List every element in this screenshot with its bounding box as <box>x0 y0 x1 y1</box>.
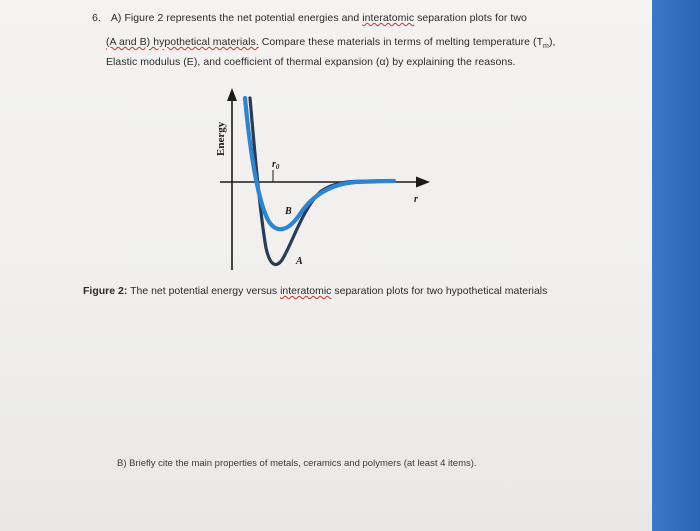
potential-energy-figure <box>196 84 444 274</box>
question-line-1-end: separation plots for two <box>414 12 527 24</box>
question-line-1 <box>92 12 527 24</box>
question-line-2-close: ), <box>548 36 556 48</box>
caption-label: Figure 2: <box>83 285 128 297</box>
figure-caption <box>83 285 547 297</box>
screen-edge <box>652 0 700 531</box>
curve-b-label: B <box>285 206 292 217</box>
caption-text-after: separation plots for two hypothetical materials <box>331 285 548 297</box>
spellcheck-phrase: (A and B) hypothetical materials. <box>106 36 259 48</box>
r0-label-subscript: 0 <box>275 163 280 171</box>
x-axis-label: r <box>414 194 418 205</box>
curve-b <box>245 98 394 229</box>
curve-a-label: A <box>296 256 303 267</box>
caption-text-before: The net potential energy versus <box>127 285 281 297</box>
question-line-1-text: Figure 2 represents the net potential energies and <box>124 12 363 24</box>
question-line-2-end: Compare these materials in terms of melting temperature (T <box>258 36 544 48</box>
x-axis-arrowhead <box>416 177 430 188</box>
y-axis-arrowhead <box>227 88 237 101</box>
spellcheck-word: interatomic <box>362 12 415 24</box>
r0-label <box>272 159 280 171</box>
part-b-question: B) Briefly cite the main properties of metals, ceramics and polymers (at least 4 items). <box>117 458 477 469</box>
caption-spellcheck-word: interatomic <box>280 285 332 297</box>
question-line-3: Elastic modulus (E), and coefficient of thermal expansion (α) by explaining the reasons. <box>106 56 516 68</box>
potential-energy-plot <box>196 84 444 274</box>
y-axis-label: Energy <box>215 121 227 156</box>
question-number: 6. <box>92 12 101 24</box>
question-line-2 <box>106 36 555 50</box>
r0-label-main: r <box>272 159 276 170</box>
melting-temp-subscript: m <box>543 43 549 51</box>
part-a-label: A) <box>110 12 122 24</box>
